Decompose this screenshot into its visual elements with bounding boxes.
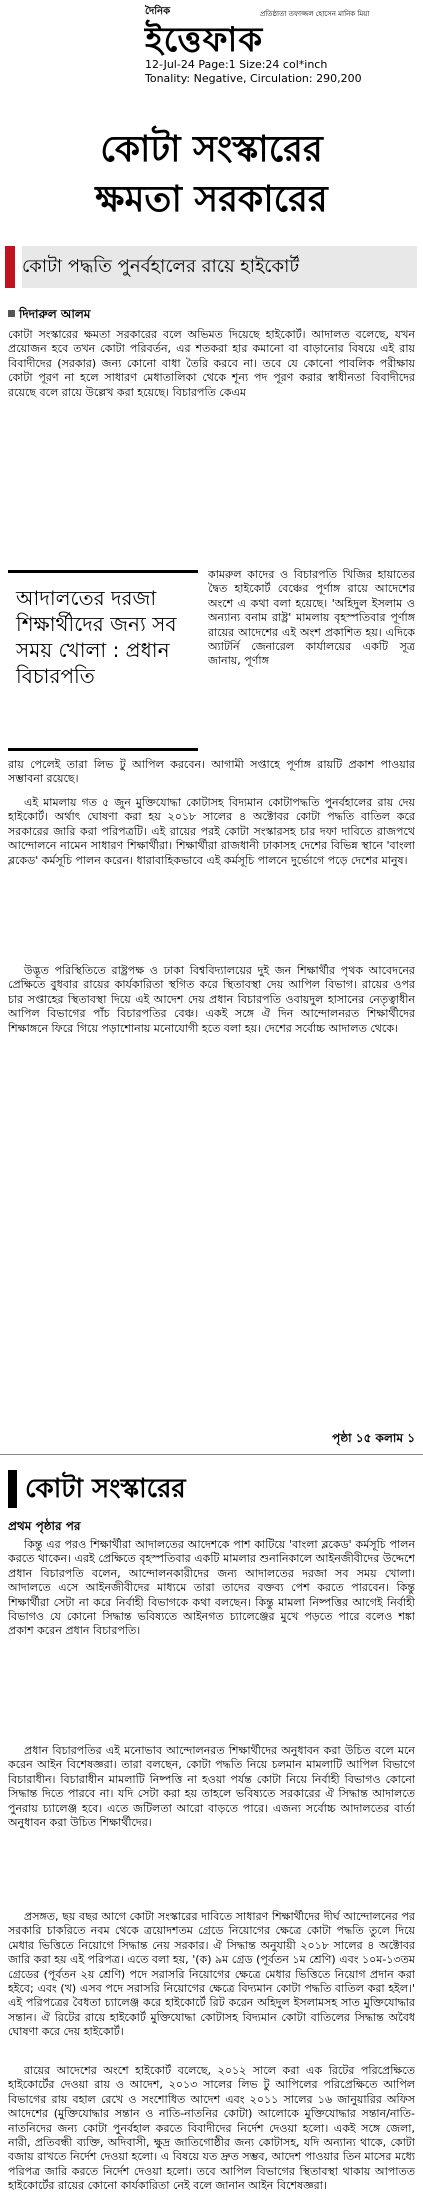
headline-line2: ক্ষমতা সরকারের: [95, 179, 328, 220]
front-paragraph-5: উদ্ভূত পরিস্থিতিতে রাষ্ট্রপক্ষ ও ঢাকা বিশ্ববিদ্যালয়ের দুই জন শিক্ষার্থীর পৃথক আবেদনের প্রেক্ষিতে বুধবার রায়ের কার্যকারিতা স্থগিত করে স্থিতাবস্থা দেয় আপিল বিভাগ। রায়ের ওপর চার সপ্তাহের স্থিতাবস্থা দিয়ে এই আদেশ দেয় প্রধান বিচারপতি ওবায়দুল হাসানের নেতৃত্বাধীন আপিল বিভাগের পাঁচ বিচারপতির বেঞ্চ। একই সঙ্গে ঐ দিন আন্দোলনরত শিক্ষার্থীদের শিক্ষাঙ্গনে ফিরে গিয়ে পড়াশোনায় মনোযোগী হতে বলা হয়। দেশের সর্বোচ্চ আদালত থেকে।: [8, 964, 415, 1035]
continuation-paragraph-4: রায়ের আদেশের অংশে হাইকোর্ট বলেছে, ২০১২ সালে করা এক রিটের পরিপ্রেক্ষিতে হাইকোর্টের দেওয়া রায় ও আদেশ, ২০১৩ সালের লিভ টু আপিলের পরিপ্রেক্ষিতে আপিল বিভাগের রায় বহাল রেখে ও সংশোধিত আদেশ এবং ২০১১ সালের ১৬ জানুয়ারির অফিস আদেশের (মুক্তিযোদ্ধার সন্তান ও নাতি-নাতনির কোটা) আলোকে মুক্তিযোদ্ধার সন্তান/নাতি-নাতনিদের জন্য কোটা পুনর্বহাল করতে বিবাদীদের নির্দেশ দেওয়া হলো। একই সঙ্গে জেলা, নারী, প্রতিবন্ধী ব্যক্তি, অদিবাসী, ক্ষুদ্র জাতিগোষ্ঠীর জন্য কোটাসহ, যদি অন্যান্য থাকে, কোটা বজায় রাখতে নির্দেশ দেওয়া হলো। এ বিষয়ে যত দ্রুত সম্ভব, আদেশ পাওয়ার তিন মাসের মধ্যে পরিপত্র জারি করতে নির্দেশ দেওয়া হলো। তবে আপিল বিভাগের স্থিতাবস্থা থাকায় আপাতত হাইকোর্টের রায়ের কোনো কার্যকারিতা নেই বলে জানান আইন বিশেষজ্ঞরা।: [8, 2064, 415, 2193]
newspaper-name: ইত্তেফাক: [145, 20, 264, 60]
byline: [8, 306, 90, 326]
front-paragraph-4: এই মামলায় গত ৫ জুন মুক্তিযোদ্ধা কোটাসহ বিদ্যমান কোটাপদ্ধতি পুনর্বহালের রায় দেয় হাইকোর্ট। অর্থাৎ ঘোষণা করা হয় ২০১৮ সালের ৪ অক্টোবর কোটা পদ্ধতি বাতিল করে সরকারের জারি করা পরিপত্রটি। এই রায়ের পরই কোটা সংস্কারসহ চার দফা দাবিতে রাজপথে আন্দোলনে নামেন সাধারণ শিক্ষার্থীরা। শিক্ষার্থীরা রাজধানী ঢাকাসহ দেশের বিভিন্ন স্থানে 'বাংলা ব্লকেড' কর্মসূচি পালন করেন। ধারাবাহিকভাবে এই কর্মসূচি পালনে দুর্ভোগে পড়ে দেশের মানুষ।: [8, 796, 415, 867]
masthead-tagline: প্রতিষ্ঠাতা তফাজ্জল হোসেন মানিক মিয়া: [260, 10, 370, 18]
byline-bullet-icon: [8, 310, 15, 317]
continuation-paragraph-3: প্রসঙ্গত, ছয় বছর আগে কোটা সংস্কারের দাবিতে সাধারণ শিক্ষার্থীদের দীর্ঘ আন্দোলনের পর সরকারি চাকরিতে নবম থেকে ত্রয়োদশতম গ্রেডে নিয়োগের ক্ষেত্রে কোটা পদ্ধতি তুলে দিয়ে মেধার ভিত্তিতে নিয়োগে সিদ্ধান্ত নেয় সরকার। ঐ সিদ্ধান্ত অনুযায়ী ২০১৮ সালের ৪ অক্টোবর জারি করা হয় এই পরিপত্র। এতে বলা হয়, '(ক) ৯ম গ্রেড (পূর্বতন ১ম শ্রেণি) এবং ১০ম-১৩তম গ্রেডের (পূর্বতন ২য় শ্রেণি) পদে সরাসরি নিয়োগের ক্ষেত্রে মেধার ভিত্তিতে নিয়োগ প্রদান করা হইবে; এবং (খ) এসব পদে সরাসরি নিয়োগের ক্ষেত্রে বিদ্যমান কোটা পদ্ধতি বাতিল করা হইল।' এই পরিপত্রের বৈধতা চ্যালেঞ্জ করে হাইকোর্টে রিট করেন অহিদুল ইসলামসহ সাত মুক্তিযোদ্ধার সন্তান। ঐ রিটের রায়ে হাইকোর্ট মুক্তিযোদ্ধা কোটাসহ বিদ্যমান কোটা বাতিলের সিদ্ধান্ত অবৈধ ঘোষণা করে দেয় হাইকোর্ট।: [8, 1910, 415, 2039]
headline-line1: কোটা সংস্কারের: [100, 129, 323, 170]
pull-quote: আদালতের দরজা শিক্ষার্থীদের জন্য সব সময় খোলা : প্রধান বিচারপতি: [16, 586, 177, 688]
subheadline: কোটা পদ্ধতি পুনর্বহালের রায়ে হাইকোর্ট: [22, 246, 417, 288]
front-paragraph-3: রায় পেলেই তারা লিভ টু আপিল করবেন। আগামী সপ্তাহে পূর্ণাঙ্গ রায়টি প্রকাশ পাওয়ার সম্ভাবনা রয়েছে।: [8, 758, 415, 786]
clip-tonality-line: Tonality: Negative, Circulation: 290,200: [145, 72, 362, 85]
section-divider: [0, 1454, 423, 1455]
subheadline-accent-bar: [5, 246, 15, 288]
pull-quote-box: [8, 570, 198, 751]
front-paragraph-1: কোটা সংস্কারের ক্ষমতা সরকারের বলে অভিমত দিয়েছে হাইকোর্ট। আদালত বলেছে, যখন প্রয়োজন হবে তখন কোটা পরিবর্তন, এর শতকরা হার কমানো বা বাড়ানোর বিষয়ে এই রায় বিবাদীদের (সরকার) জন্য কোনো বাধা তৈরি করবে না। তবে যে কোনো পাবলিক পরীক্ষায় কোটা পূরণ না হলে সাধারণ মেধাতালিকা থেকে শূন্য পদ পূরণ করার স্বাধীনতা বিবাদীদের রয়েছে বলে রায়ে উল্লেখ করা হয়েছে। বিচারপতি কেএম: [8, 328, 415, 399]
masthead-small-word: দৈনিক: [145, 6, 171, 17]
masthead: [0, 0, 423, 88]
continued-from-label: প্রথম পৃষ্ঠার পর: [8, 1519, 81, 1533]
front-paragraph-2: কামরুল কাদের ও বিচারপতি খিজির হায়াতের দ্বৈত হাইকোর্ট বেঞ্চের পূর্ণাঙ্গ রায়ে আদেশের অংশে এ কথা বলা হয়েছে। 'অহিদুল ইসলাম ও অন্যান্য বনাম রাষ্ট্র' মামলায় বৃহস্পতিবার পূর্ণাঙ্গ রায়ের আদেশের এই অংশ প্রকাশিত হয়। এদিকে অ্যাটর্নি জেনারেল কার্যালয়ের একটি সূত্র জানায়, পূর্ণাঙ্গ: [208, 568, 415, 668]
continuation-paragraph-2: প্রধান বিচারপতির এই মনোভাব আন্দোলনরত শিক্ষার্থীদের অনুধাবন করা উচিত বলে মনে করেন আইন বিশেষজ্ঞরা। তারা বলছেন, কোটা পদ্ধতি নিয়ে চলমান মামলাটি আপিল বিভাগে বিচারাধীন। বিচারাধীন মামলাটি নিষ্পত্তি না হওয়া পর্যন্ত কোটা নিয়ে নির্বাহী বিভাগও কোনো সিদ্ধান্ত দিতে পারবে না। যদি সেটা করা হয় তাহলে ভবিষ্যতে সরকারের ঐ সিদ্ধান্ত আদালতে পুনরায় চ্যালেঞ্জ হবে। এতে জটিলতা আরো বাড়তে পারে। এজন্য সর্বোচ্চ আদালতের বার্তা অনুধাবন করা উচিত শিক্ষার্থীদের।: [8, 1744, 415, 1830]
continuation-headline: কোটা সংস্কারের: [8, 1470, 325, 1508]
clip-date-line: 12-Jul-24 Page:1 Size:24 col*inch: [145, 58, 328, 71]
jump-reference: পৃষ্ঠা ১৫ কলাম ১: [332, 1431, 415, 1445]
continuation-paragraph-1: কিন্তু এর পরও শিক্ষার্থীরা আদালতের আদেশকে পাশ কাটিয়ে 'বাংলা ব্লকেড' কর্মসূচি পালন করতে থাকেন। এরই প্রেক্ষিতে বৃহস্পতিবার একটি মামলার শুনানিকালে আইনজীবীদের উদ্দেশে প্রধান বিচারপতি বলেন, আন্দোলনকারীদের জন্য আদালতের দরজা সব সময় খোলা। আদালতে এসে আইনজীবীদের মাধ্যমে তারা তাদের বক্তব্য পেশ করতে পারবেন। কিন্তু শিক্ষার্থীরা সেটা না করে নির্বাহী বিভাগকে কথা বলছেন। কিন্তু মামলা নিষ্পত্তির আগেই নির্বাহী বিভাগও যে কোনো সিদ্ধান্ত ভবিষ্যতে আইনগত চ্যালেঞ্জের মুখে পড়তে পারে বলেও শঙ্কা প্রকাশ করেন প্রধান বিচারপতি।: [8, 1538, 415, 1638]
byline-author: দিদারুল আলম: [19, 307, 91, 321]
